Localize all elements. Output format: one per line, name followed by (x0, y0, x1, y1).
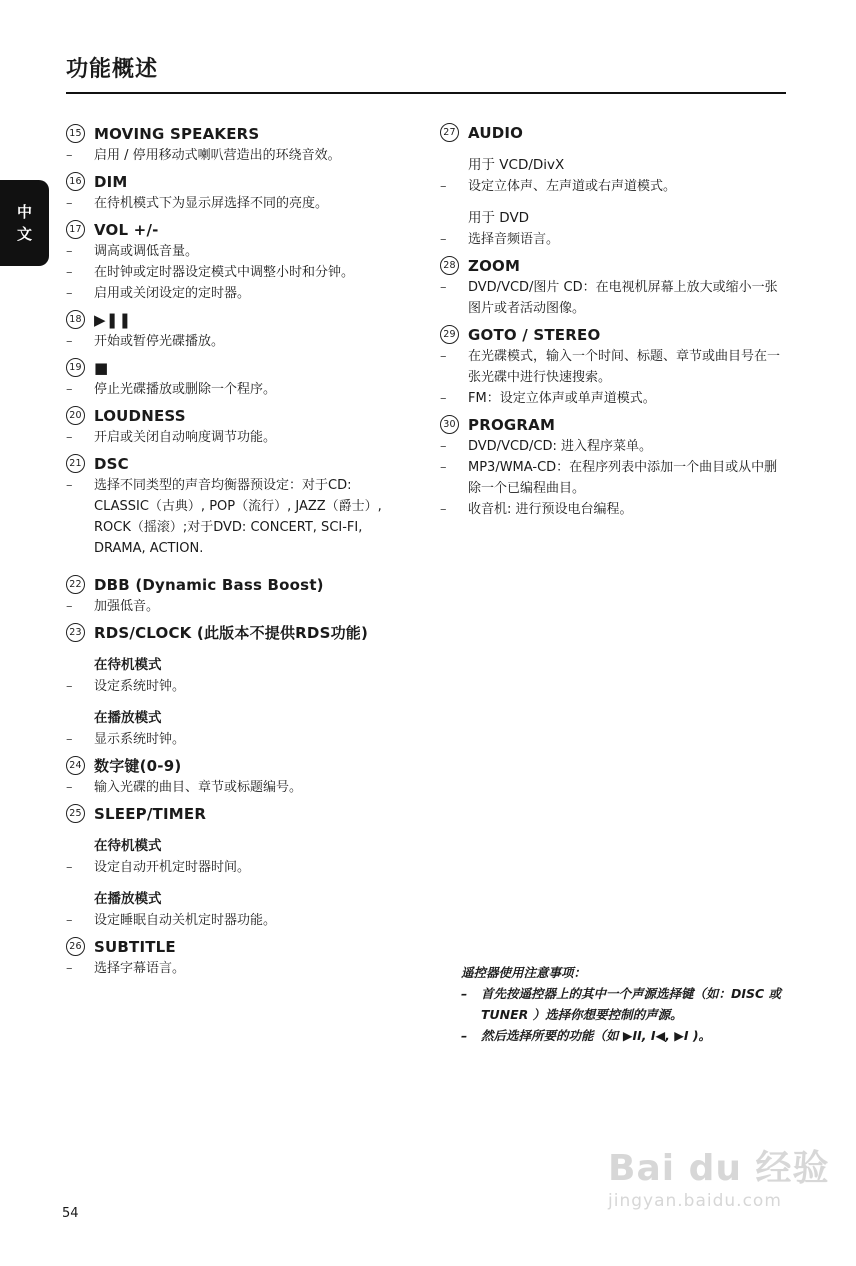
function-name: ▶❚❚ (94, 310, 132, 329)
function-heading-29 (440, 323, 790, 346)
item-number-badge: 17 (66, 220, 85, 239)
description-text: FM：设定立体声或单声道模式。 (468, 391, 656, 406)
list-dash: – (66, 148, 73, 163)
function-description-line (66, 145, 396, 166)
function-heading-16 (66, 170, 396, 193)
function-description-line (66, 857, 396, 878)
item-number-badge: 19 (66, 358, 85, 377)
description-text: 显示系统时钟。 (94, 732, 186, 747)
item-number-badge: 20 (66, 406, 85, 425)
description-text: 选择音频语言。 (468, 232, 560, 247)
description-text: 开始或暂停光碟播放。 (94, 334, 225, 349)
description-text: 设定自动开机定时器时间。 (94, 860, 251, 875)
function-heading-30 (440, 413, 790, 436)
function-heading-22 (66, 573, 396, 596)
function-name: DSC (94, 454, 129, 473)
list-dash: – (66, 478, 73, 493)
description-text: 在时钟或定时器设定模式中调整小时和分钟。 (94, 265, 355, 280)
function-description-line (66, 596, 396, 617)
function-name: 数字键(0-9) (94, 757, 182, 775)
description-text: 设定睡眠自动关机定时器功能。 (94, 913, 277, 928)
function-name: GOTO / STEREO (468, 325, 601, 344)
description-text: DVD/VCD/图片 CD：在电视机屏幕上放大或缩小一张图片或者活动图像。 (468, 280, 778, 316)
watermark-url: jingyan.baidu.com (608, 1191, 782, 1211)
description-text: MP3/WMA-CD：在程序列表中添加一个曲目或从中删除一个已编程曲目。 (468, 460, 778, 496)
function-description-line (440, 388, 790, 409)
function-heading-26 (66, 935, 396, 958)
item-number-badge: 18 (66, 310, 85, 329)
description-text: 选择不同类型的声音均衡器预设定：对于CD: CLASSIC（古典）, POP（流行）, JAZZ（爵士）, ROCK（摇滚）;对于DVD: CONCERT, SCI-FI, DRAMA, ACTION. (94, 478, 382, 556)
item-number-badge: 15 (66, 124, 85, 143)
description-text: 启用 / 停用移动式喇叭营造出的环绕音效。 (94, 148, 341, 163)
function-description-line (66, 283, 396, 304)
list-dash: – (66, 860, 73, 875)
description-text: 收音机: 进行预设电台编程。 (468, 502, 633, 517)
language-tab (0, 180, 49, 266)
list-dash: – (66, 430, 73, 445)
function-description-line (66, 910, 396, 931)
item-number-badge: 16 (66, 172, 85, 191)
description-text: 输入光碟的曲目、章节或标题编号。 (94, 780, 303, 795)
list-dash: – (66, 334, 73, 349)
function-heading-21 (66, 452, 396, 475)
function-heading-17 (66, 218, 396, 241)
function-name: MOVING SPEAKERS (94, 124, 260, 143)
item-number-badge: 27 (440, 123, 459, 142)
item-number-badge: 21 (66, 454, 85, 473)
function-name: SLEEP/TIMER (94, 804, 207, 823)
description-text: DVD/VCD/CD: 进入程序菜单。 (468, 439, 653, 454)
function-name: AUDIO (468, 123, 524, 142)
description-text: 开启或关闭自动响度调节功能。 (94, 430, 277, 445)
function-description-line (66, 475, 396, 559)
note-item-text: 然后选择所要的功能（如 ▶II, I◀, ▶I )。 (481, 1028, 712, 1043)
mode-subheading: 用于 DVD (468, 210, 530, 226)
item-number-badge: 30 (440, 415, 459, 434)
description-text: 调高或调低音量。 (94, 244, 199, 259)
item-number-badge: 28 (440, 256, 459, 275)
function-name: ■ (94, 358, 109, 377)
list-dash: – (66, 382, 73, 397)
item-number-badge: 24 (66, 756, 85, 775)
right-column (440, 117, 790, 520)
list-dash: – (440, 232, 447, 247)
function-description-line (440, 277, 790, 319)
list-dash: – (66, 244, 73, 259)
description-text: 在待机模式下为显示屏选择不同的亮度。 (94, 196, 329, 211)
description-text: 选择字幕语言。 (94, 961, 186, 976)
function-name: DIM (94, 172, 128, 191)
description-text: 加强低音。 (94, 599, 160, 614)
item-number-badge: 22 (66, 575, 85, 594)
lang-tab-char-2: 文 (16, 225, 32, 243)
list-dash: – (66, 961, 73, 976)
item-number-badge: 26 (66, 937, 85, 956)
mode-subheading: 用于 VCD/DivX (468, 157, 565, 173)
function-description-line (440, 229, 790, 250)
function-name: RDS/CLOCK (此版本不提供RDS功能) (94, 624, 369, 642)
list-dash: – (440, 391, 447, 406)
function-description-line (66, 676, 396, 697)
function-description-line (66, 331, 396, 352)
list-dash: – (66, 732, 73, 747)
note-dash: – (461, 1028, 468, 1043)
function-heading-18 (66, 308, 396, 331)
item-number-badge: 23 (66, 623, 85, 642)
description-text: 设定立体声、左声道或右声道模式。 (468, 179, 677, 194)
function-description-line (66, 958, 396, 979)
function-name: ZOOM (468, 256, 521, 275)
list-dash: – (66, 913, 73, 928)
mode-subheading: 在待机模式 (94, 657, 162, 673)
left-column (66, 118, 396, 979)
baidu-jingyan-watermark (608, 1140, 830, 1211)
function-name: LOUDNESS (94, 406, 186, 425)
function-description-line (66, 777, 396, 798)
function-description-line (440, 457, 790, 499)
list-dash: – (66, 780, 73, 795)
function-description-line (440, 176, 790, 197)
function-name: VOL +/- (94, 220, 159, 239)
item-number-badge: 29 (440, 325, 459, 344)
page-title: 功能概述 (66, 57, 159, 82)
list-dash: – (440, 439, 447, 454)
function-heading-25 (66, 802, 396, 825)
item-number-badge: 25 (66, 804, 85, 823)
function-name: PROGRAM (468, 415, 556, 434)
list-dash: – (66, 599, 73, 614)
remote-usage-note (461, 962, 791, 1046)
title-divider (66, 92, 786, 94)
description-text: 启用或关闭设定的定时器。 (94, 286, 251, 301)
function-heading-23 (66, 621, 396, 644)
function-heading-15 (66, 122, 396, 145)
function-heading-20 (66, 404, 396, 427)
mode-subheading: 在播放模式 (94, 710, 162, 726)
function-heading-27 (440, 121, 790, 144)
note-item-text: 首先按遥控器上的其中一个声源选择键（如：DISC 或 TUNER ）选择你想要控制的声源。 (481, 986, 782, 1022)
function-description-line (66, 193, 396, 214)
note-title: 遥控器使用注意事项： (461, 965, 587, 980)
note-item (461, 1025, 791, 1046)
description-text: 在光碟模式，输入一个时间、标题、章节或曲目号在一张光碟中进行快速搜索。 (468, 349, 781, 385)
list-dash: – (440, 502, 447, 517)
note-item (461, 983, 791, 1025)
list-dash: – (66, 286, 73, 301)
list-dash: – (66, 196, 73, 211)
list-dash: – (440, 460, 447, 475)
list-dash: – (66, 265, 73, 280)
function-description-line (66, 427, 396, 448)
function-name: SUBTITLE (94, 937, 176, 956)
note-dash: – (461, 986, 468, 1001)
function-description-line (66, 729, 396, 750)
function-description-line (66, 262, 396, 283)
list-dash: – (440, 179, 447, 194)
watermark-logo: Bai du 经验 (608, 1148, 830, 1189)
page-number: 54 (62, 1206, 79, 1221)
list-dash: – (66, 679, 73, 694)
function-description-line (66, 379, 396, 400)
description-text: 停止光碟播放或删除一个程序。 (94, 382, 277, 397)
mode-subheading: 在待机模式 (94, 838, 162, 854)
function-description-line (440, 499, 790, 520)
function-description-line (440, 436, 790, 457)
lang-tab-char-1: 中 (16, 203, 32, 221)
function-heading-28 (440, 254, 790, 277)
function-description-line (440, 346, 790, 388)
function-name: DBB (Dynamic Bass Boost) (94, 575, 324, 594)
list-dash: – (440, 349, 447, 364)
function-description-line (66, 241, 396, 262)
description-text: 设定系统时钟。 (94, 679, 186, 694)
function-heading-24 (66, 754, 396, 777)
section-spacer (66, 559, 396, 569)
list-dash: – (440, 280, 447, 295)
mode-subheading: 在播放模式 (94, 891, 162, 907)
function-heading-19 (66, 356, 396, 379)
